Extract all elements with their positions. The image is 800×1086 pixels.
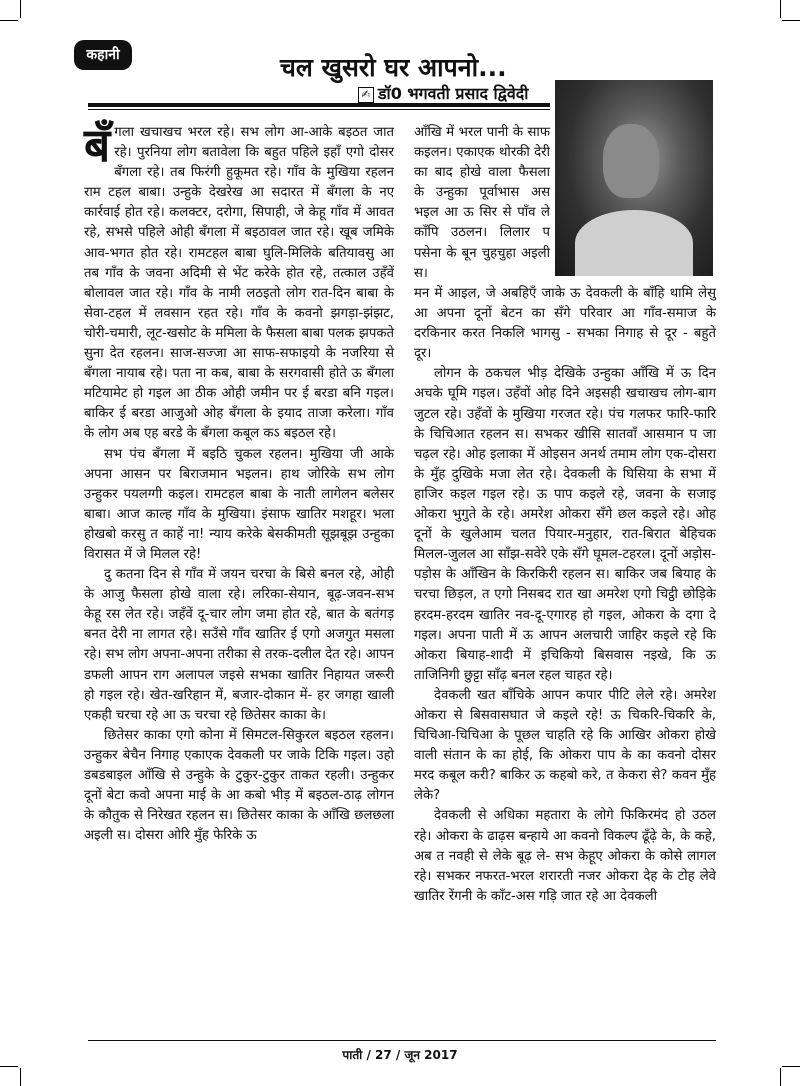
paragraph: बँगला खचाखच भरल रहे। सभ लोग आ-आके बइठत जात रहे। पुरनिया लोग बतावेला कि बहुत पहिले इहाँ एगो दोसर बँगला रहे। तब फिरंगी हुकूमत रहे। गाँव के मुखिया रहलन राम टहल बाबा। उन्हुके देखरेख आ सदारत में बँगला के नए कार्रवाई होत रहे। कलक्टर, दरोगा, सिपाही, जे केहू गाँव में आवत रहे, सभसे पहिले ओही बँगला में बइठावल जात रहे। खूब जमिके आव-भगत होत रहे। रामटहल बाबा घुलि-मिलिके बतियावसु आ तब गाँव के जवना अदिमी से भेंट करेके होत रहे, तत्काल उहँवें बोलावल जात रहे। गाँव के नामी लठइतो लोग रात-दिन बाबा के सेवा-टहल में लवसान रहत रहे। गाँव के कवनो झगड़ा-झंझट, चोरी-चमारी, लूट-खसोट के ममिला के फैसला बाबा पलक झपकते सुना देत रहलन। साज-सज्जा आ साफ-सफाइयो के नजरिया से बँगला नायाब रहे। पता ना कब, बाबा के सरगवासी होते ऊ बँगला मटियामेट हो गइल आ ठीक ओही जमीन पर ई बरडा बनि गइल। बाकिर ई बरडा आजुओ ओह बँगला के इयाद ताजा करेला। गाँव के लोग अब एह बरडे के बँगला कबूल कऽ बइठल रहे। — [84, 118, 394, 442]
paragraph: मन में आइल, जे अबहिएँ जाके ऊ देवकली के बाँहि थामि लेसु आ अपना दूनों बेटन का सँगे परिवार आ गाँव-समाज के दरकिनार करत निकलि भागसु - सभका निगाह से दूर - बहुते दूर। — [414, 286, 716, 362]
paragraph: छितेसर काका एगो कोना में सिमटल-सिकुरल बइठल रहलन। उन्हुकर बेचैन निगाह एकाएक देवकली पर जाके टिकि गइल। उहो डबडबाइल आँखि से उन्हुके के टुकुर-टुकुर ताकत रहली। उन्हुकर दूनों बेटा कवो अपना माई के आ कबो भीड़ में बइठल-ठाढ़ लोगन के कौतुक से निरेखत रहलन स। छितेसर काका के आँखि छलछला अइली स। दोसरा ओरि मुँह फेरिके ऊ — [84, 727, 394, 844]
right-top-column — [414, 123, 550, 284]
article-title: चल खुसरो घर आपनो... — [280, 53, 507, 82]
title-rule — [88, 103, 550, 107]
paragraph: सभ पंच बँगला में बइठि चुकल रहलन। मुखिया जी आके अपना आसन पर बिराजमान भइलन। हाथ जोरिके सभ लोग उन्हुकर पयलग्गी कइल। रामटहल बाबा के नाती लागेलन बलेसर बाबा। आज काल्ह गाँव के मुखिया। इंसाफ खातिर मशहूर। भला होखबो करसु त काहें ना! न्याय करेके बेसकीमती सूझबूझ उन्हुका विरासत में जे मिलल रहे! — [84, 446, 394, 562]
right-column — [414, 284, 716, 907]
photo-shirt — [575, 210, 693, 276]
crop-mark — [0, 20, 18, 21]
crop-mark — [0, 1066, 18, 1067]
crop-mark — [782, 1066, 800, 1067]
page-footer: पाती / 27 / जून 2017 — [342, 1048, 458, 1062]
paragraph: आँखि में भरल पानी के साफ कइलन। एकाएक थोरकी देरी का बाद होखे वाला फैसला के उन्हुका पूर्वाभास अस भइल आ ऊ सिर से पाँव ले काँपि उठलन। लिलार प पसेना के बून चुहचुहा अइली स। — [414, 125, 550, 281]
paragraph: दु कतना दिन से गाँव में जयन चरचा के बिसे बनल रहे, ओही के आजु फैसला होखे वाला रहे। लरिका-सेयान, बूढ़-जवन-सभ केहू रस लेत रहे। जहँवें दू-चार लोग जमा होत रहे, बात के बतंगड़ बनत देरी ना लागत रहे। सउँसे गाँव खातिर ई एगो अजगुत मसला रहे। सभ लोग अपना-अपना तरीका से तरक-दलील देत रहे। आपन डफली आपन राग अलापल जइसे सभका खातिर निहायत जरूरी हो गइल रहे। खेत-खरिहान में, बजार-दोकान में- हर जगहा खाली एकही चरचा रहे आ ऊ चरचा रहे छितेसर काका के। — [84, 567, 394, 723]
paragraph: देवकली खत बाँचिके आपन कपार पीटि लेले रहे। अमरेश ओकरा से बिसवासघात जे कइले रहे! ऊ चिकरि-चिकरि के, चिचिआ-चिचिआ के पूछल चाहति रहे कि आखिर ओकरा होखे वाली संतान के का होई, कि ओकरा पाप के का कवनो दोसर मरद कबूल करी? बाकिर ऊ कहबो करे, त केकरा से? कवन मुँह लेके? — [414, 687, 716, 804]
pen-icon: ✍ — [358, 87, 374, 103]
author-photo — [555, 80, 713, 276]
section-badge: कहानी — [74, 40, 132, 70]
crop-mark — [782, 20, 800, 21]
author-line — [358, 82, 528, 104]
paragraph: देवकली से अधिका महतारा के लोगे फिकिरमंद हो उठल रहे। ओकरा के ढाढ़स बन्हाये आ कवनो विकल्प ढूँढ़े के, के कहे, अब त नवही से लेके बूढ़ ले- सभ केहूए ओकरा के कोसे लागल रहे। सभकर नफरत-भरल शरारती नजर ओकरा देह के टोह लेवे खातिर रेंगनी के काँट-अस गड़ि जात रहे आ देवकली — [414, 808, 716, 904]
crop-mark — [780, 0, 781, 18]
crop-mark — [20, 0, 21, 18]
paragraph: लोगन के ठकचल भीड़ देखिके उन्हुका आँखि में ऊ दिन अचके घूमि गइल। उहँवों ओह दिने अइसही खचाखच लोग-बाग जुटल रहे। उहँवों के मुखिया गरजत रहे। पंच गलफर फारि-फारि के चिचिआत रहलन स। सभकर खीसि सातवाँ आसमान प जा चढ़ल रहे। ओह इलाका में ओइसन अनर्थ तमाम लोग एक-दोसरा के मुँह दुखिके मजा लेत रहे। देवकली के घिसिया के सभा में हाजिर कइल गइल रहे। ऊ पाप कइले रहे, जवना के सजाइ ओकरा भुगुते के रहे। अमरेश ओकरा सँगे छल कइले रहे। ओह दूनों के खुलेआम चलत पियार-मनुहार, रात-बिरात बेहिचक मिलल-जुलल आ साँझ-सवेरे एके सँगे घूमल-टहरल। दूनों अड़ोस-पड़ोस के आँखिन के किरकिरी रहलन स। बाकिर जब बियाह के चरचा छिड़ल, त एगो निसबद रात खा अमरेश एगो चिट्ठी छोड़िके हरदम-हरदम खातिर नव-दू-एगारह हो गइल, ओकरा के दगा दे गइल। अपना पाती में ऊ आपन अलचारी जाहिर कइले रहे कि ओकरा बियाह-शादी में इचिकियो बिसवास नइखे, कि ऊ ताजिनिगी छुट्टा साँढ़ बनल रहल चाहत रहे। — [414, 366, 716, 683]
footer-rule — [88, 1040, 716, 1041]
author-name: डॉ0 भगवती प्रसाद द्विवेदी — [378, 84, 529, 103]
crop-mark — [20, 1068, 21, 1086]
title-rule-thin — [88, 109, 550, 110]
left-column — [84, 118, 394, 846]
crop-mark — [780, 1068, 781, 1086]
photo-face — [603, 124, 659, 198]
drop-cap: बँ — [84, 118, 111, 172]
